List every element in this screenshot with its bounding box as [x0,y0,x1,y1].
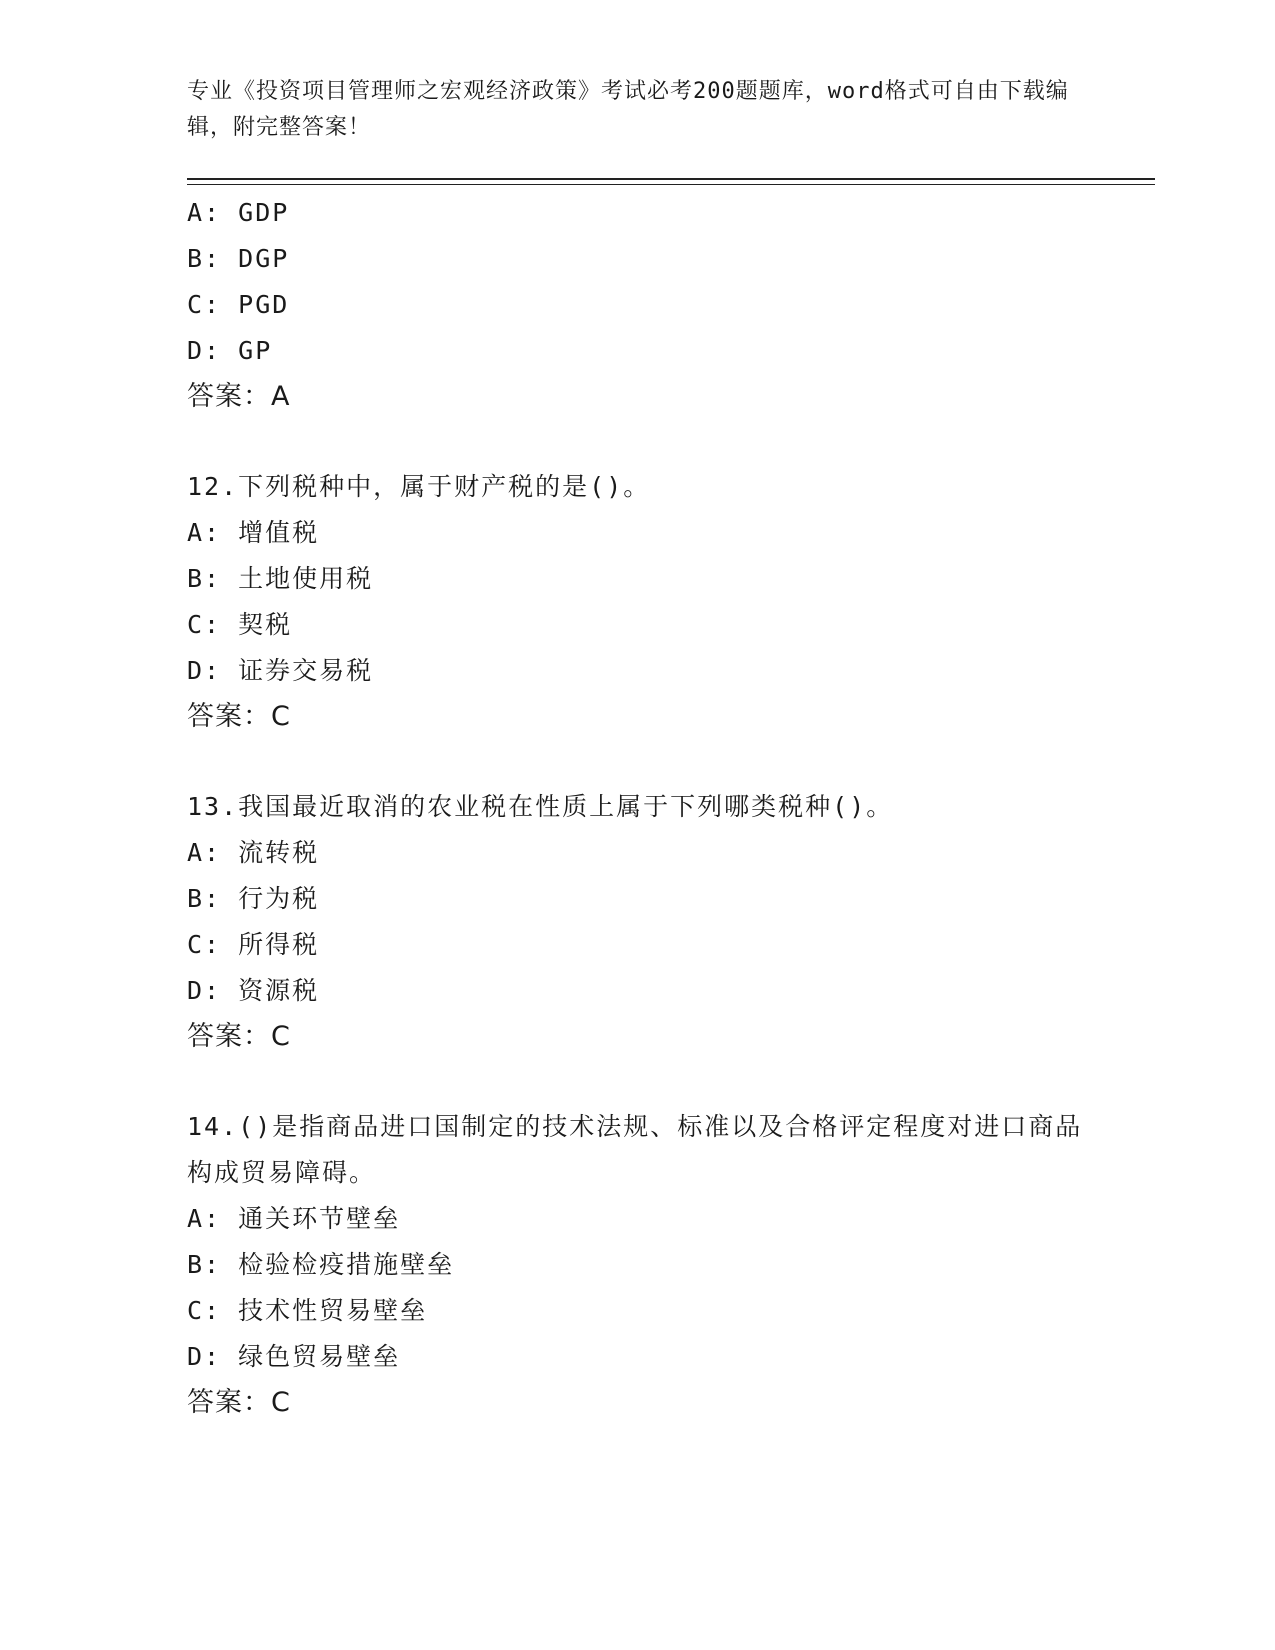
option-a: A: 通关环节壁垒 [187,1204,401,1233]
answer: 答案：A [187,381,291,412]
question-14-block [187,1104,1087,1426]
question-list [187,190,1087,1426]
answer: 答案：C [187,701,291,732]
question-text: 14.()是指商品进口国制定的技术法规、标准以及合格评定程度对进口商品构成贸易障碍。 [187,1112,1083,1187]
question-11-block [187,190,1087,420]
option-b: B: 土地使用税 [187,564,374,593]
option-b: B: DGP [187,244,290,273]
question-text: 12.下列税种中，属于财产税的是()。 [187,472,651,501]
question-13-block [187,784,1087,1060]
answer: 答案：C [187,1387,291,1418]
question-text: 13.我国最近取消的农业税在性质上属于下列哪类税种()。 [187,792,894,821]
option-a: A: 流转税 [187,838,320,867]
option-a: A: 增值税 [187,518,320,547]
option-d: D: 证券交易税 [187,656,374,685]
option-b: B: 检验检疫措施壁垒 [187,1250,455,1279]
option-d: D: 绿色贸易壁垒 [187,1342,401,1371]
option-c: C: PGD [187,290,290,319]
option-c: C: 所得税 [187,930,320,959]
document-intro: 专业《投资项目管理师之宏观经济政策》考试必考200题题库，word格式可自由下载编辑，附完整答案！ [187,79,1069,140]
option-c: C: 契税 [187,610,293,639]
header-divider-thick [187,178,1155,180]
question-12-block [187,464,1087,740]
option-d: D: GP [187,336,273,365]
option-a: A: GDP [187,198,290,227]
header-divider-thin [187,184,1155,185]
answer: 答案：C [187,1021,291,1052]
option-c: C: 技术性贸易壁垒 [187,1296,428,1325]
option-d: D: 资源税 [187,976,320,1005]
option-b: B: 行为税 [187,884,320,913]
